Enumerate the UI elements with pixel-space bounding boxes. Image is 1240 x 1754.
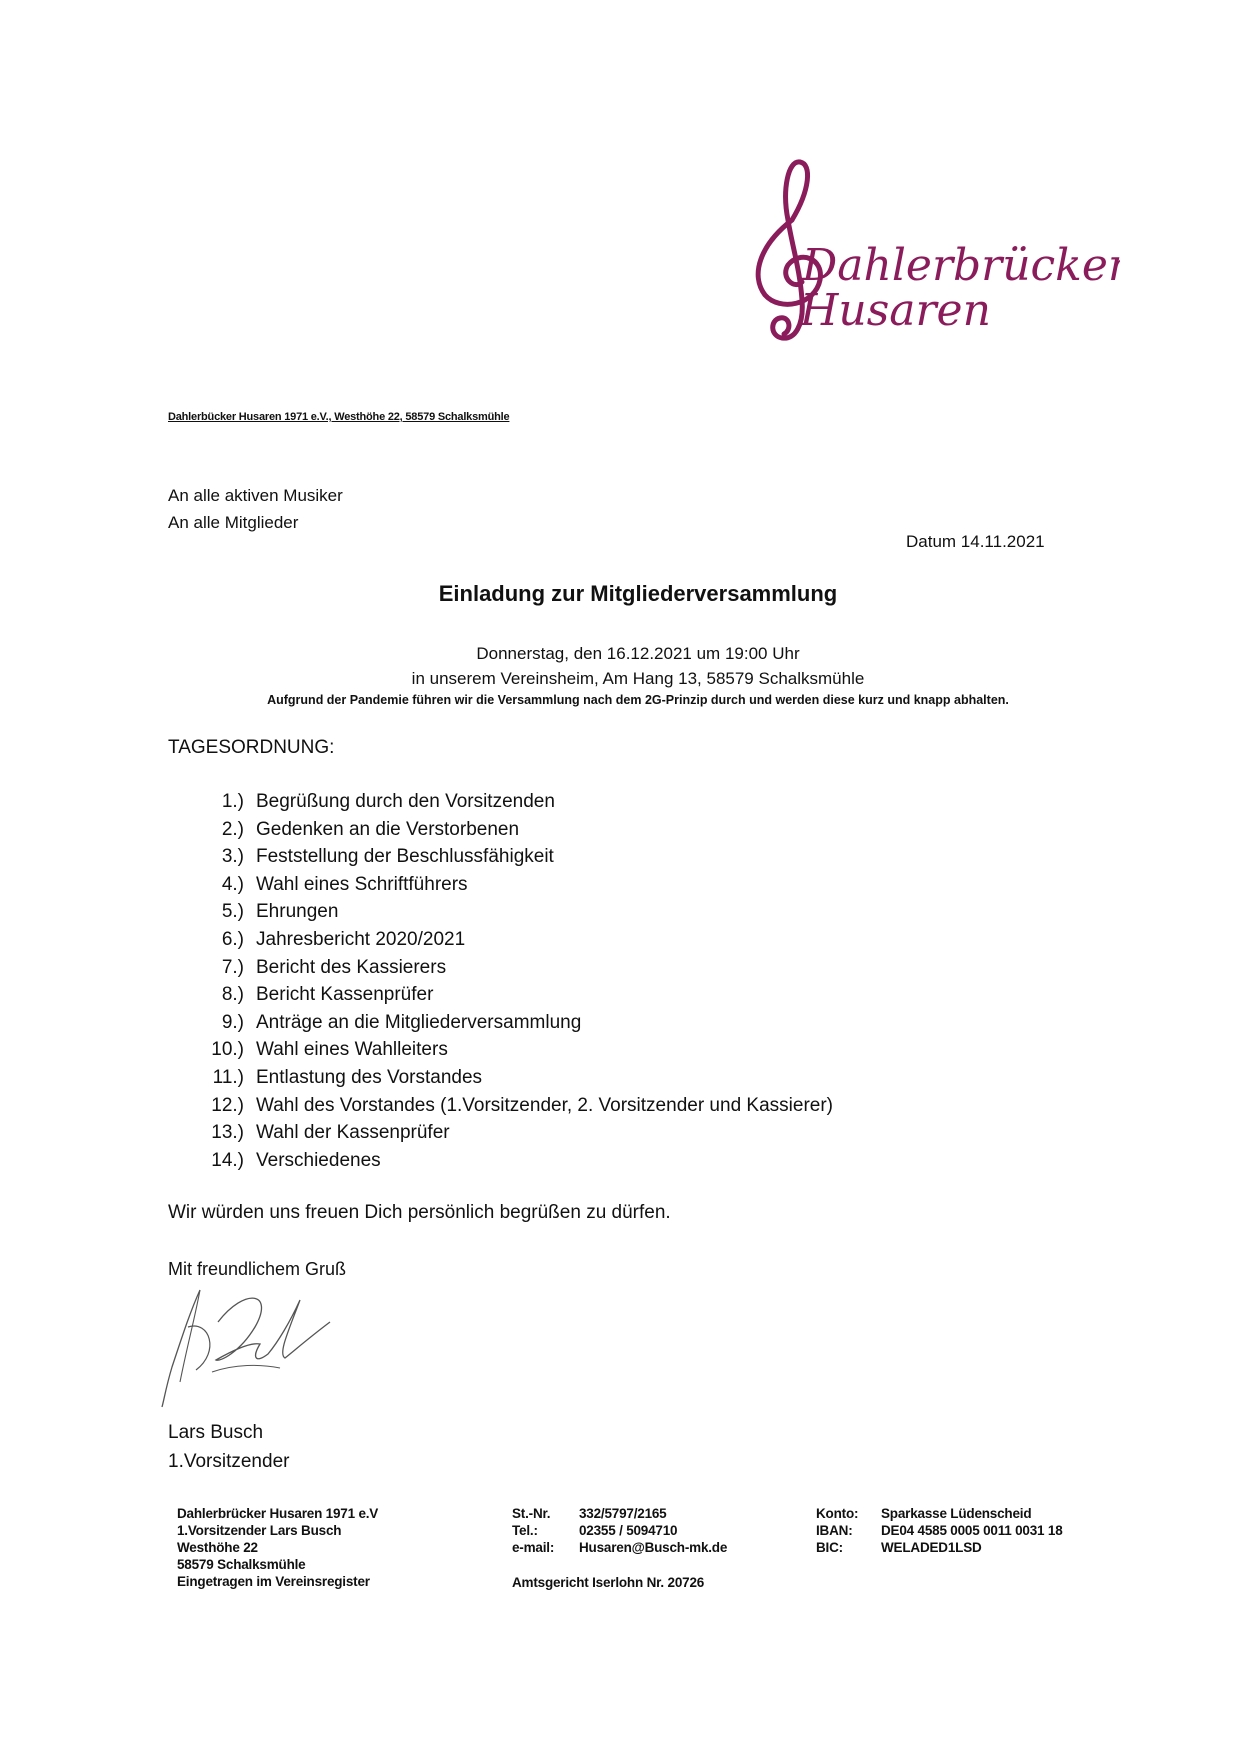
footer-mail-row bbox=[512, 1539, 727, 1556]
agenda-item-number: 2.) bbox=[221, 818, 244, 840]
agenda-item-number: 7.) bbox=[221, 956, 244, 978]
agenda-item bbox=[180, 898, 833, 926]
footer-tax-label: St.-Nr. bbox=[512, 1506, 551, 1521]
agenda-item-number: 13.) bbox=[211, 1122, 244, 1144]
footer-organization bbox=[177, 1505, 378, 1590]
signer-role: 1.Vorsitzender bbox=[168, 1451, 290, 1472]
footer-tel-value: 02355 / 5094710 bbox=[579, 1523, 678, 1538]
footer-mail-value: Husaren@Busch-mk.de bbox=[579, 1540, 728, 1555]
agenda-item-number: 11.) bbox=[212, 1066, 244, 1088]
agenda-item-text: Anträge an die Mitgliederversammlung bbox=[256, 1011, 582, 1033]
greeting: Mit freundlichem Gruß bbox=[168, 1259, 347, 1279]
sender-address-line: Dahlerbücker Husaren 1971 e.V., Westhöhe 22, 58579 Schalksmühle bbox=[168, 411, 510, 423]
footer-bic-label: BIC: bbox=[816, 1540, 843, 1555]
agenda-item-text: Begrüßung durch den Vorsitzenden bbox=[256, 791, 555, 812]
agenda-item-text: Bericht Kassenprüfer bbox=[256, 984, 434, 1006]
agenda-item-number: 10.) bbox=[211, 1039, 244, 1061]
agenda-item-number: 4.) bbox=[221, 873, 244, 895]
agenda-item-text: Wahl des Vorstandes (1.Vorsitzender, 2. Vorsitzender und Kassierer) bbox=[256, 1094, 833, 1116]
agenda-item bbox=[180, 788, 833, 816]
footer-iban-value: DE04 4585 0005 0011 0031 18 bbox=[881, 1523, 1063, 1538]
recipient-line: An alle Mitglieder bbox=[168, 513, 299, 532]
footer-tax-value: 332/5797/2165 bbox=[579, 1506, 667, 1521]
club-logo bbox=[740, 150, 1120, 350]
agenda-item-text: Verschiedenes bbox=[256, 1149, 381, 1171]
agenda-item bbox=[180, 954, 833, 982]
agenda-item bbox=[180, 1036, 833, 1064]
event-info bbox=[0, 641, 1240, 691]
event-location: in unserem Vereinsheim, Am Hang 13, 58579 Schalksmühle bbox=[411, 669, 865, 688]
footer-bic-value: WELADED1LSD bbox=[881, 1540, 982, 1555]
agenda-item-text: Feststellung der Beschlussfähigkeit bbox=[256, 846, 554, 868]
logo-line-2: Husaren bbox=[800, 285, 991, 336]
agenda-item-text: Wahl eines Schriftführers bbox=[256, 873, 468, 895]
agenda-item bbox=[180, 871, 833, 899]
agenda-item-number: 6.) bbox=[221, 928, 244, 950]
agenda-item bbox=[180, 1092, 833, 1120]
agenda-item bbox=[180, 981, 833, 1009]
footer-org-line: Westhöhe 22 bbox=[177, 1540, 258, 1555]
letter-title: Einladung zur Mitgliederversammlung bbox=[438, 581, 838, 606]
agenda-item bbox=[180, 1064, 833, 1092]
letter-date: Datum 14.11.2021 bbox=[906, 532, 1045, 551]
agenda-item-text: Bericht des Kassierers bbox=[256, 956, 447, 978]
agenda-item-number: 3.) bbox=[221, 846, 244, 868]
signature bbox=[160, 1282, 335, 1422]
signer-block bbox=[168, 1418, 289, 1476]
footer-konto-label: Konto: bbox=[816, 1506, 859, 1521]
agenda-item bbox=[180, 1119, 833, 1147]
agenda-item-text: Wahl der Kassenprüfer bbox=[256, 1122, 450, 1144]
agenda-item-text: Ehrungen bbox=[256, 901, 339, 923]
pandemic-notice: Aufgrund der Pandemie führen wir die Versammlung nach dem 2G-Prinzip durch und werden diese kurz und knapp abhalten. bbox=[267, 693, 1009, 707]
agenda-item-number: 12.) bbox=[211, 1094, 244, 1116]
footer-konto-value: Sparkasse Lüdenscheid bbox=[881, 1506, 1032, 1521]
agenda-item bbox=[180, 843, 833, 871]
agenda-item bbox=[180, 816, 833, 844]
agenda-list bbox=[180, 788, 833, 1174]
signer-name: Lars Busch bbox=[168, 1422, 264, 1443]
closing-sentence: Wir würden uns freuen Dich persönlich begrüßen zu dürfen. bbox=[168, 1202, 671, 1223]
footer-court: Amtsgericht Iserlohn Nr. 20726 bbox=[512, 1575, 705, 1590]
footer-org-line: Dahlerbrücker Husaren 1971 e.V bbox=[177, 1506, 379, 1521]
agenda-item bbox=[180, 926, 833, 954]
recipients bbox=[168, 482, 343, 536]
agenda-item-text: Entlastung des Vorstandes bbox=[256, 1066, 483, 1088]
footer-bic-row bbox=[816, 1539, 1063, 1556]
footer-tax-row bbox=[512, 1505, 727, 1522]
footer-konto-row bbox=[816, 1505, 1063, 1522]
agenda-item-text: Wahl eines Wahlleiters bbox=[256, 1039, 448, 1061]
event-datetime: Donnerstag, den 16.12.2021 um 19:00 Uhr bbox=[476, 644, 800, 663]
agenda-item bbox=[180, 1147, 833, 1175]
footer-iban-row bbox=[816, 1522, 1063, 1539]
footer-org-line: 1.Vorsitzender Lars Busch bbox=[177, 1523, 342, 1538]
footer-org-line: Eingetragen im Vereinsregister bbox=[177, 1574, 370, 1589]
footer-mail-label: e-mail: bbox=[512, 1540, 555, 1555]
footer-tel-row bbox=[512, 1522, 727, 1539]
agenda-heading: TAGESORDNUNG: bbox=[168, 737, 335, 758]
agenda-item-number: 5.) bbox=[221, 901, 244, 923]
agenda-item-number: 9.) bbox=[221, 1011, 244, 1033]
footer-org-line: 58579 Schalksmühle bbox=[177, 1557, 306, 1572]
agenda-item-text: Jahresbericht 2020/2021 bbox=[256, 928, 466, 950]
footer-contact bbox=[512, 1505, 727, 1591]
agenda-item-text: Gedenken an die Verstorbenen bbox=[256, 818, 520, 840]
footer-iban-label: IBAN: bbox=[816, 1523, 853, 1538]
footer-tel-label: Tel.: bbox=[512, 1523, 538, 1538]
recipient-line: An alle aktiven Musiker bbox=[168, 486, 343, 505]
agenda-item-number: 8.) bbox=[221, 984, 244, 1006]
footer-bank bbox=[816, 1505, 1063, 1556]
logo-line-1: Dahlerbrücker bbox=[802, 240, 1120, 291]
agenda-item-number: 1.) bbox=[221, 791, 244, 812]
agenda-item-number: 14.) bbox=[211, 1149, 244, 1171]
agenda-item bbox=[180, 1009, 833, 1037]
